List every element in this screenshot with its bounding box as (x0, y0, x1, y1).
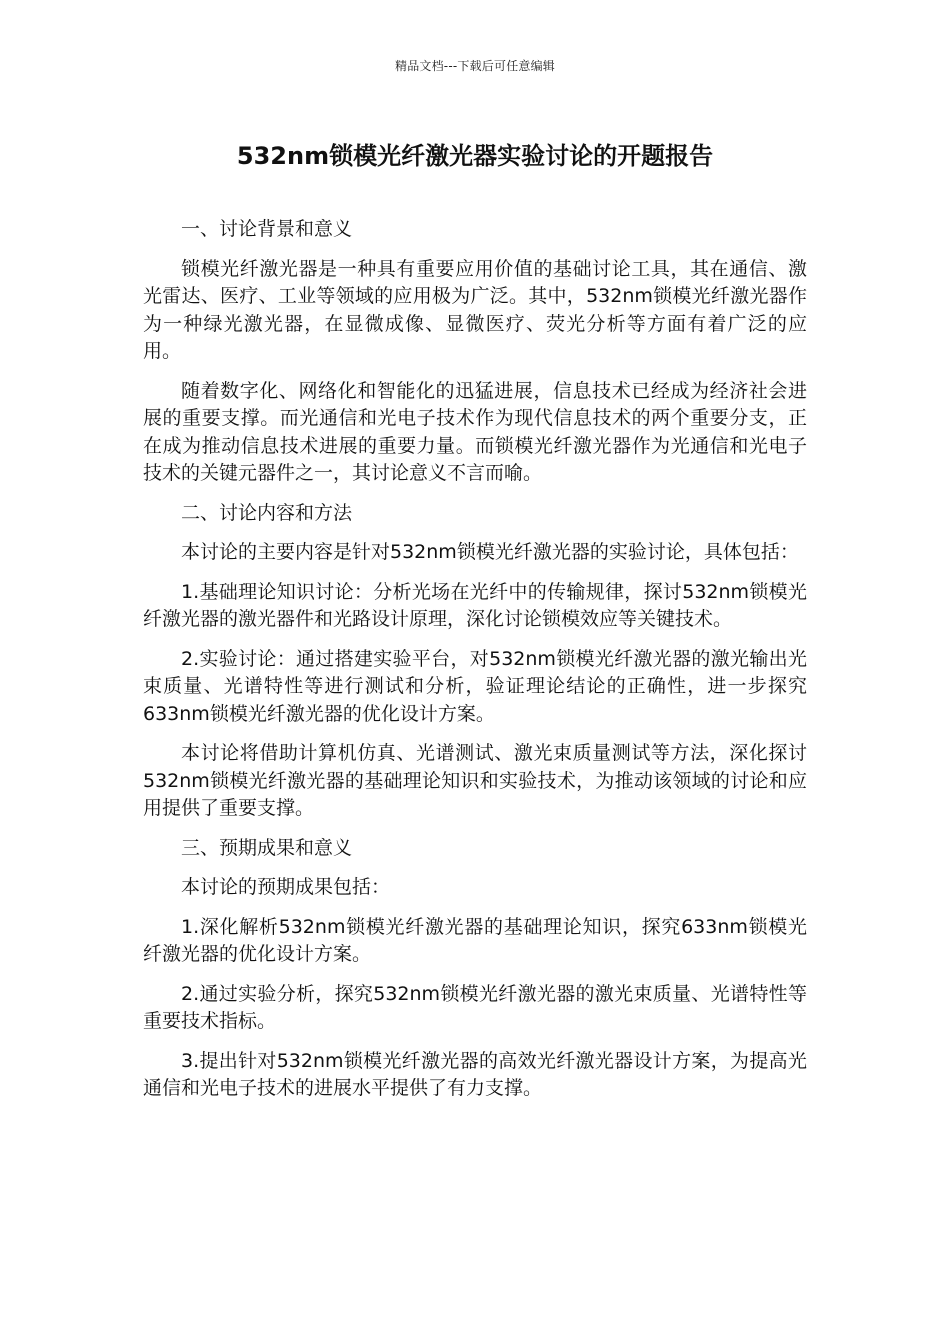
document-body (143, 216, 807, 1115)
paragraph: 3.提出针对532nm锁模光纤激光器的高效光纤激光器设计方案，为提高光通信和光电子技术的进展水平提供了有力支撑。 (143, 1049, 807, 1099)
paragraph: 锁模光纤激光器是一种具有重要应用价值的基础讨论工具，其在通信、激光雷达、医疗、工业等领域的应用极为广泛。其中，532nm锁模光纤激光器作为一种绿光激光器，在显微成像、显微医疗、荧光分析等方面有着广泛的应用。 (143, 257, 807, 362)
section-heading-background: 一、讨论背景和意义 (181, 218, 353, 240)
paragraph: 随着数字化、网络化和智能化的迅猛进展，信息技术已经成为经济社会进展的重要支撑。而光通信和光电子技术作为现代信息技术的两个重要分支，正在成为推动信息技术进展的重要力量。而锁模光纤激光器作为光通信和光电子技术的关键元器件之一，其讨论意义不言而喻。 (143, 379, 807, 484)
paragraph: 2.实验讨论：通过搭建实验平台，对532nm锁模光纤激光器的激光输出光束质量、光谱特性等进行测试和分析，验证理论结论的正确性，进一步探究633nm锁模光纤激光器的优化设计方案。 (143, 647, 807, 725)
header-note: 精品文档---下载后可任意编辑 (395, 59, 555, 73)
paragraph: 本讨论将借助计算机仿真、光谱测试、激光束质量测试等方法，深化探讨532nm锁模光纤激光器的基础理论知识和实验技术，为推动该领域的讨论和应用提供了重要支撑。 (143, 742, 807, 819)
paragraph: 本讨论的主要内容是针对532nm锁模光纤激光器的实验讨论，具体包括： (181, 541, 799, 563)
section-heading-content-methods: 二、讨论内容和方法 (181, 501, 353, 524)
paragraph: 1.深化解析532nm锁模光纤激光器的基础理论知识，探究633nm锁模光纤激光器的优化设计方案。 (143, 915, 807, 965)
paragraph: 2.通过实验分析，探究532nm锁模光纤激光器的激光束质量、光谱特性等重要技术指标。 (143, 982, 807, 1032)
paragraph: 1.基础理论知识讨论：分析光场在光纤中的传输规律，探讨532nm锁模光纤激光器的激光器件和光路设计原理，深化讨论锁模效应等关键技术。 (143, 580, 807, 630)
paragraph: 本讨论的预期成果包括： (181, 876, 391, 898)
section-heading-expected-results: 三、预期成果和意义 (181, 836, 353, 859)
document-title: 532nm锁模光纤激光器实验讨论的开题报告 (236, 142, 714, 170)
